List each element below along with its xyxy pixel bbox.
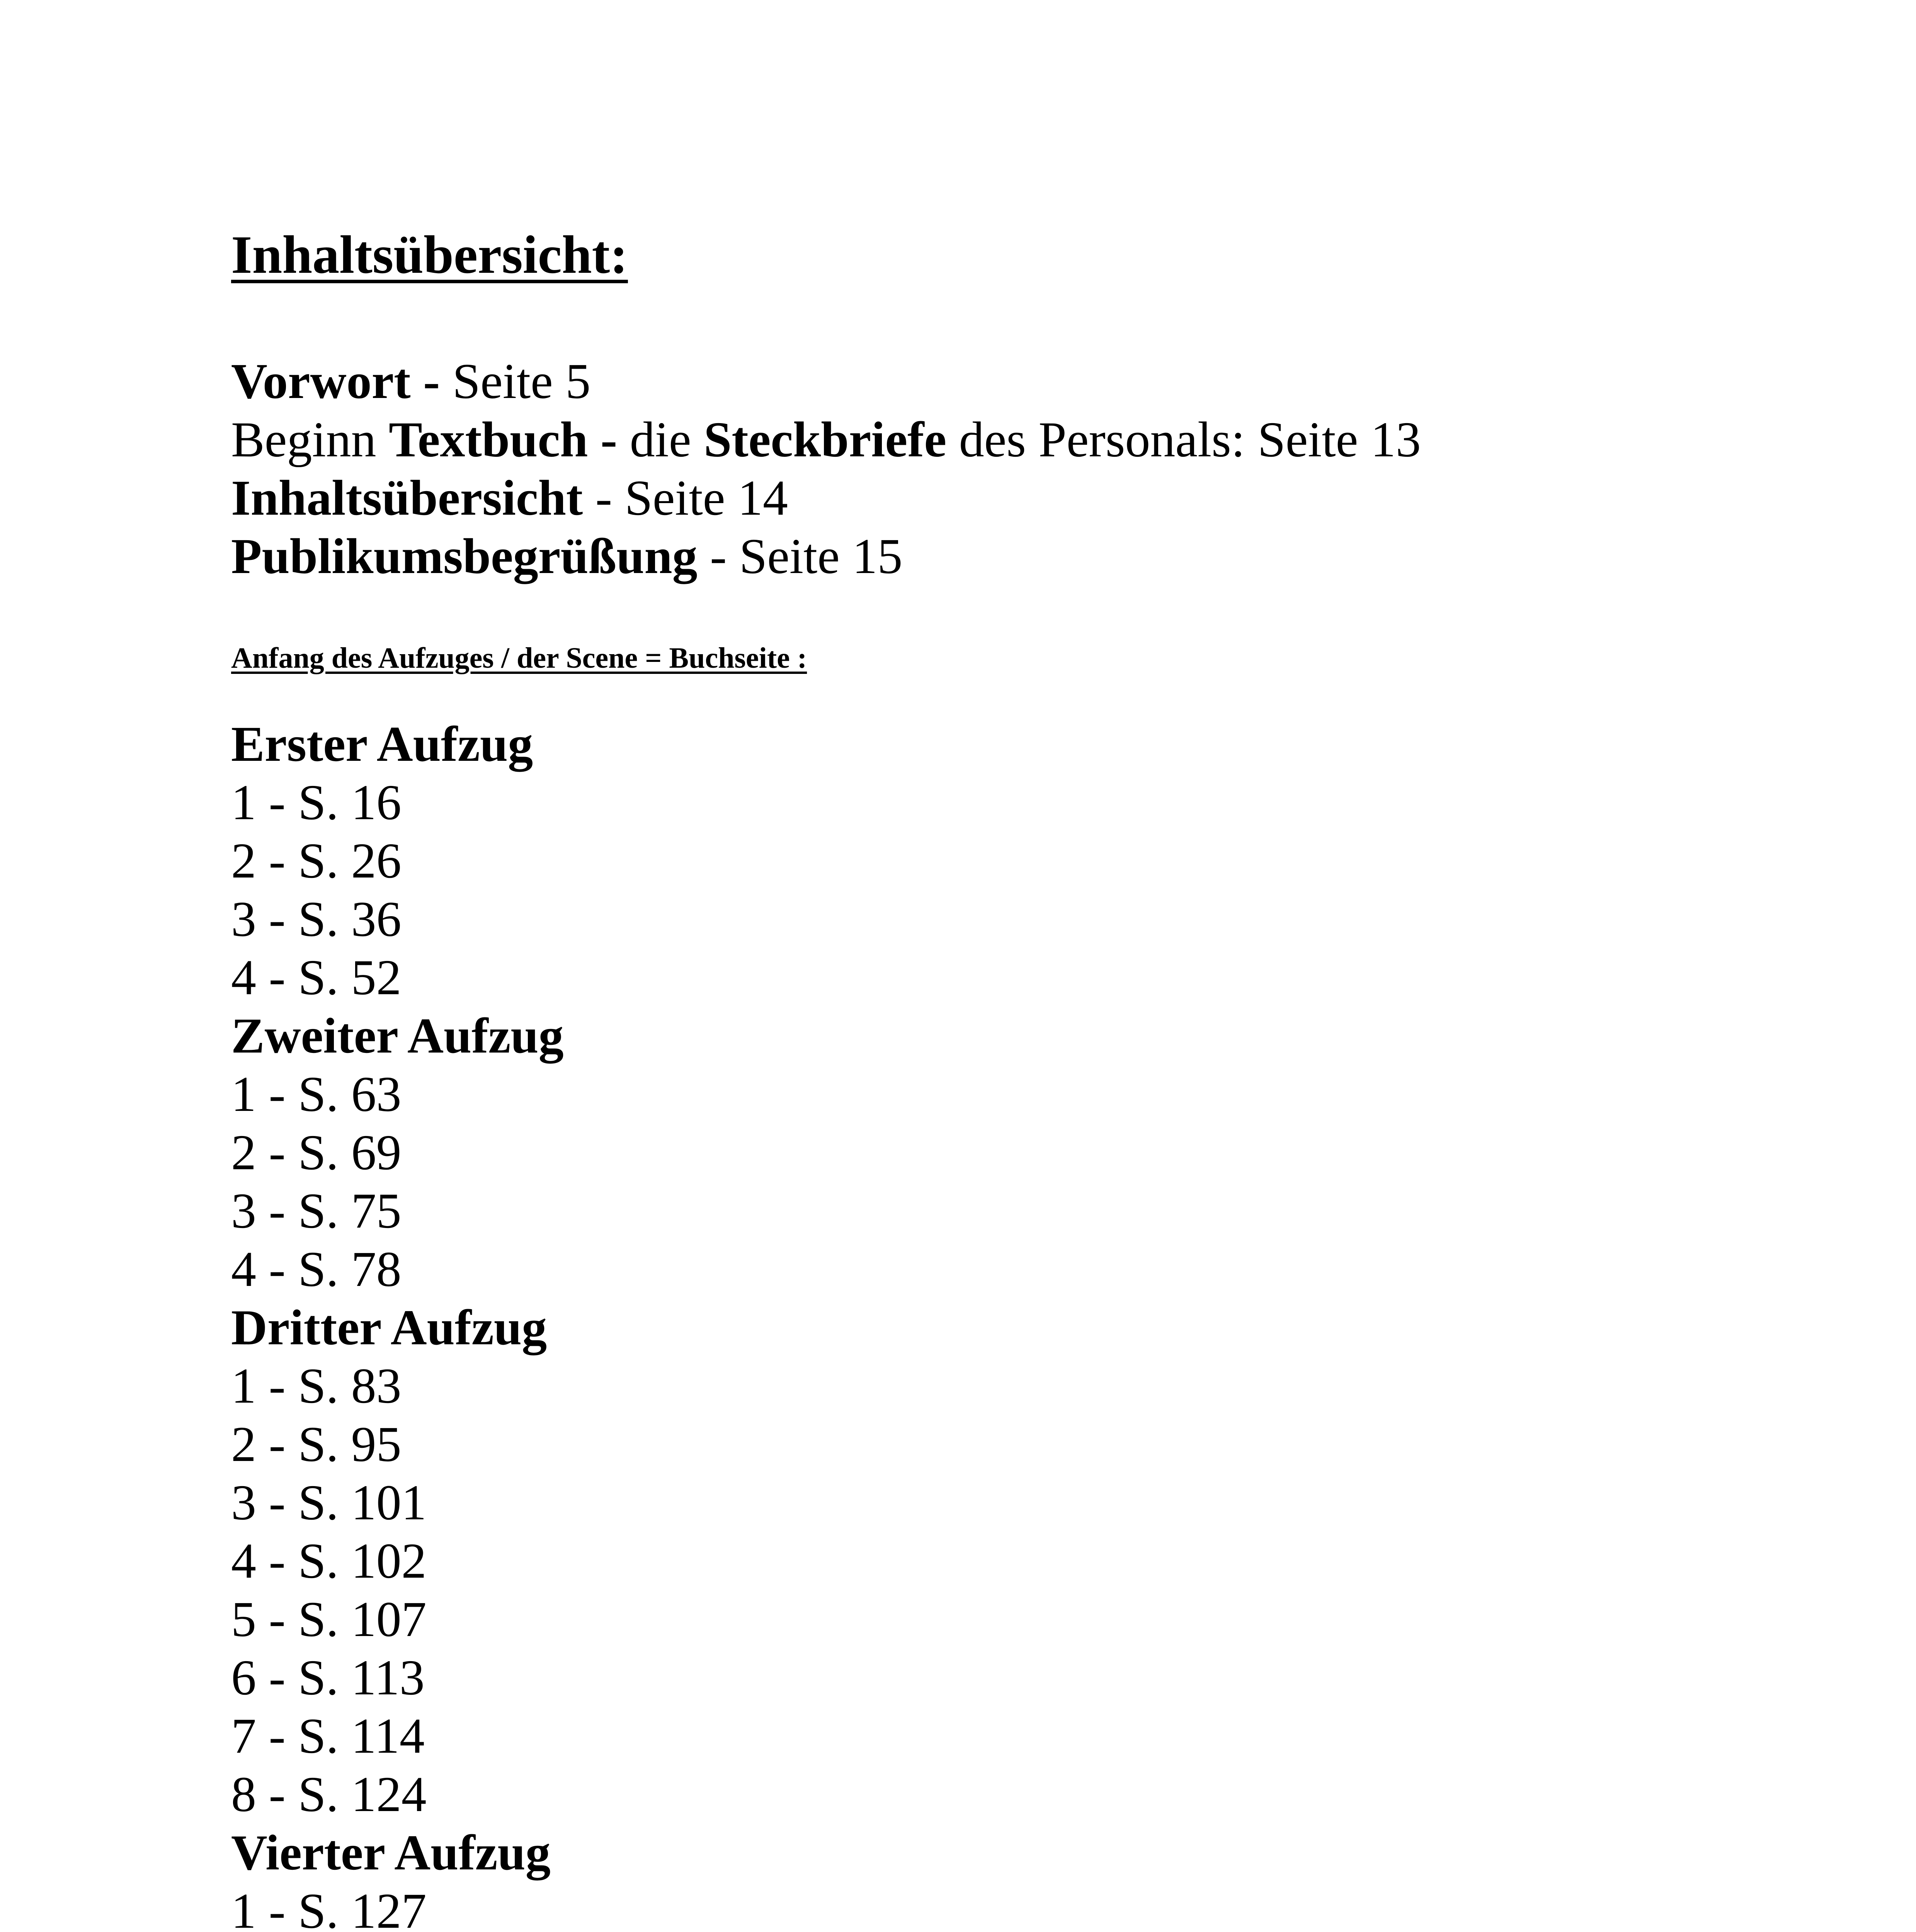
intro-line-textbuch xyxy=(231,411,1854,469)
act-heading: Erster Aufzug xyxy=(231,716,533,772)
scene-entry: 3 - S. 75 xyxy=(231,1183,402,1239)
scene-entry: 1 - S. 127 xyxy=(231,1883,427,1932)
intro-label-steckbriefe: Steckbriefe xyxy=(704,412,947,468)
scene-entry: 4 - S. 78 xyxy=(231,1242,402,1297)
act-heading: Zweiter Aufzug xyxy=(231,1008,564,1064)
act-heading: Vierter Aufzug xyxy=(231,1825,551,1881)
intro-page-inhaltsuebersicht: - Seite 14 xyxy=(583,470,788,526)
scene-entry: 1 - S. 63 xyxy=(231,1066,402,1122)
scene-entry: 6 - S. 113 xyxy=(231,1650,425,1706)
scene-entry: 1 - S. 16 xyxy=(231,775,402,830)
scene-entry: 3 - S. 36 xyxy=(231,891,402,947)
intro-block xyxy=(231,352,1854,586)
scene-entry: 4 - S. 52 xyxy=(231,950,402,1005)
intro-page-textbuch: des Personals: Seite 13 xyxy=(946,412,1421,468)
intro-text-die: die xyxy=(617,412,704,468)
scene-entry: 5 - S. 107 xyxy=(231,1592,427,1647)
scene-entry: 7 - S. 114 xyxy=(231,1708,425,1764)
scene-entry: 4 - S. 102 xyxy=(231,1533,427,1589)
scene-entry: 2 - S. 69 xyxy=(231,1125,402,1180)
intro-label-publikumsbegruessung: Publikumsbegrüßung xyxy=(231,529,698,584)
scene-entry: 1 - S. 83 xyxy=(231,1358,402,1414)
toc-subheading: Anfang des Aufzuges / der Scene = Buchseite : xyxy=(231,642,807,674)
table-of-contents xyxy=(231,715,1622,1932)
page-title: Inhaltsübersicht: xyxy=(231,225,628,285)
act-heading: Dritter Aufzug xyxy=(231,1300,547,1355)
intro-label-textbuch: Textbuch - xyxy=(389,412,618,468)
scene-entry: 3 - S. 101 xyxy=(231,1475,427,1531)
scene-entry: 2 - S. 95 xyxy=(231,1417,402,1472)
intro-text-beginn: Beginn xyxy=(231,412,389,468)
intro-line-inhaltsuebersicht xyxy=(231,469,1854,527)
intro-line-publikumsbegruessung xyxy=(231,527,1854,586)
scene-entry: 2 - S. 26 xyxy=(231,833,402,889)
intro-line-vorwort xyxy=(231,352,1854,411)
intro-label-inhaltsuebersicht: Inhaltsübersicht xyxy=(231,470,583,526)
intro-label-vorwort: Vorwort - xyxy=(231,354,440,409)
intro-page-vorwort: Seite 5 xyxy=(440,354,591,409)
intro-page-publikumsbegruessung: - Seite 15 xyxy=(697,529,903,584)
scene-entry: 8 - S. 124 xyxy=(231,1767,427,1822)
